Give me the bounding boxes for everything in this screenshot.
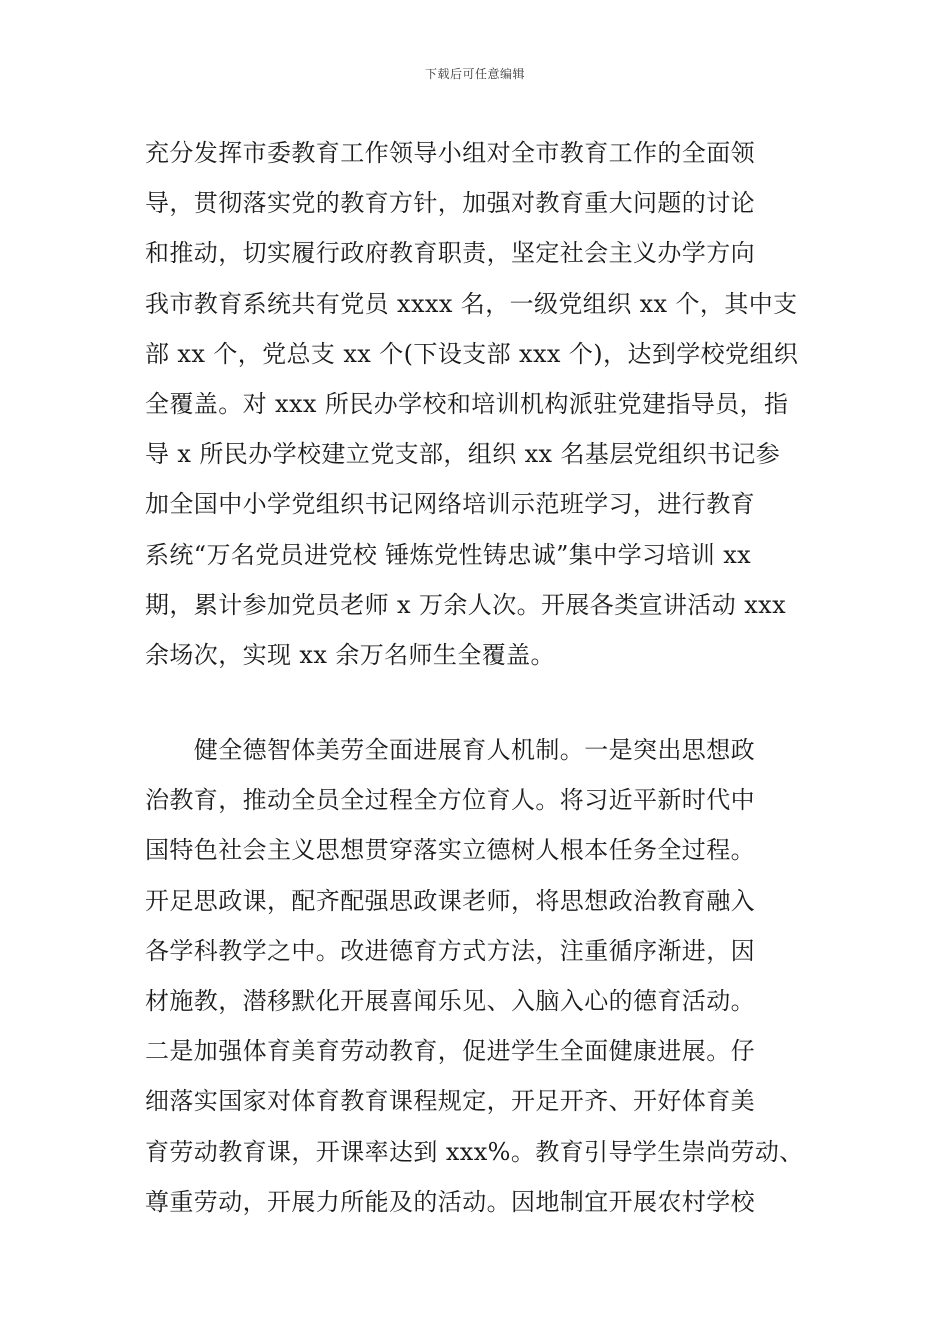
document-body	[145, 128, 810, 1227]
text-line: 和推动，切实履行政府教育职责，坚定社会主义办学方向	[145, 239, 755, 268]
text-line: 二是加强体育美育劳动教育，促进学生全面健康进展。仔	[145, 1037, 755, 1066]
text-line: 我市教育系统共有党员 xxxx 名，一级党组织 xx 个，其中支	[145, 289, 798, 318]
text-line: 细落实国家对体育教育课程规定，开足开齐、开好体育美	[145, 1087, 755, 1116]
text-line: 材施教，潜移默化开展喜闻乐见、入脑入心的德育活动。	[145, 987, 755, 1015]
page-header: 下载后可任意编辑	[424, 67, 525, 81]
text-line: 健全德智体美劳全面进展育人机制。一是突出思想政	[145, 736, 755, 765]
text-line: 导，贯彻落实党的教育方针，加强对教育重大问题的讨论	[145, 189, 755, 218]
text-line: 尊重劳动，开展力所能及的活动。因地制宜开展农村学校	[145, 1187, 755, 1216]
text-line: 国特色社会主义思想贯穿落实立德树人根本任务全过程。	[145, 836, 755, 865]
text-line: 各学科教学之中。改进德育方式方法，注重循序渐进，因	[145, 936, 755, 965]
text-line: 加全国中小学党组织书记网络培训示范班学习，进行教育	[145, 490, 755, 519]
text-line: 治教育，推动全员全过程全方位育人。将习近平新时代中	[145, 786, 755, 815]
text-line: 开足思政课，配齐配强思政课老师，将思想政治教育融入	[145, 886, 755, 915]
paragraph-education-mechanism	[145, 725, 810, 1227]
text-line: 余场次，实现 xx 余万名师生全覆盖。	[145, 640, 555, 669]
paragraph-spacer	[145, 680, 810, 725]
text-line: 全覆盖。对 xxx 所民办学校和培训机构派驻党建指导员，指	[145, 389, 789, 418]
text-line: 导 x 所民办学校建立党支部，组织 xx 名基层党组织书记参	[145, 440, 781, 469]
text-line: 部 xx 个，党总支 xx 个(下设支部 xxx 个)，达到学校党组织	[145, 339, 799, 368]
text-line: 充分发挥市委教育工作领导小组对全市教育工作的全面领	[145, 139, 755, 167]
text-line: 系统“万名党员进党校 锤炼党性铸忠诚”集中学习培训 xx	[145, 540, 752, 569]
text-line: 育劳动教育课，开课率达到 xxx%。教育引导学生崇尚劳动、	[145, 1137, 804, 1166]
text-line: 期，累计参加党员老师 x 万余人次。开展各类宣讲活动 xxx	[145, 590, 787, 619]
paragraph-party-building	[145, 128, 810, 680]
